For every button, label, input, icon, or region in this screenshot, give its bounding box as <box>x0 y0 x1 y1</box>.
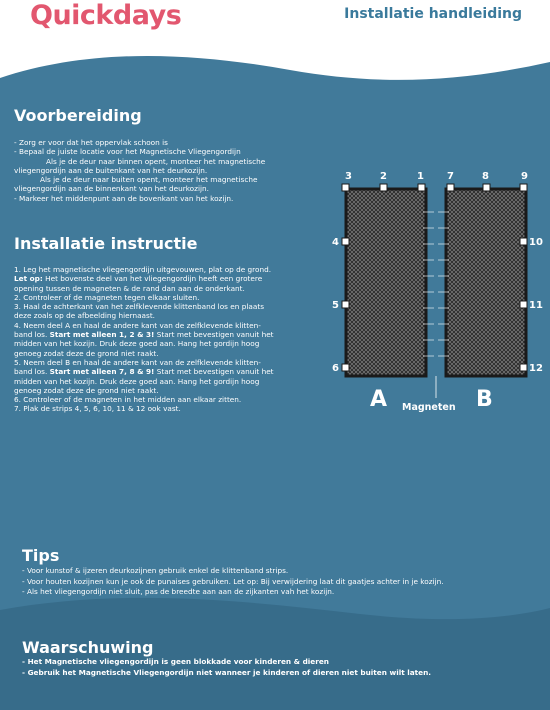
instructie-emphasis: Start met alleen 7, 8 & 9! <box>49 367 155 377</box>
instructie-line: genoeg zodat deze de grond niet raakt. <box>14 385 159 395</box>
voorbereiding-text <box>14 138 265 203</box>
magneten-label: Magneten <box>402 402 456 413</box>
instructie-heading: Installatie instructie <box>14 234 198 253</box>
brand-logo: Quickdays <box>30 0 182 31</box>
voorbereiding-line: vliegengordijn aan de buitenkant van het deurkozijn. <box>14 165 208 175</box>
strip-10 <box>520 238 527 245</box>
label-strip-5: 5 <box>332 300 339 311</box>
instructie-text <box>14 265 274 414</box>
waarschuwing-line: - Het Magnetische vliegengordijn is geen blokkade voor kinderen & dieren <box>22 657 329 666</box>
instructie-line: Start met bevestigen vanuit het <box>156 367 274 377</box>
voorbereiding-line: Als je de deur naar buiten opent, monteer het magnetische <box>40 175 258 185</box>
installation-diagram <box>330 170 545 415</box>
instructie-line: deze zoals op de afbeelding hiernaast. <box>14 311 156 321</box>
strip-2 <box>380 184 387 191</box>
instructie-line: Het bovenste deel van het vliegengordijn heeft een grotere <box>45 274 263 284</box>
label-strip-12: 12 <box>529 363 543 374</box>
label-strip-2: 2 <box>380 171 387 182</box>
tips-heading: Tips <box>22 546 60 565</box>
voorbereiding-line: - Bepaal de juiste locatie voor het Magnetische Vliegengordijn <box>14 147 241 157</box>
instructie-line: 6. Controleer of de magneten in het midden aan elkaar zitten. <box>14 395 242 405</box>
label-strip-7: 7 <box>447 171 454 182</box>
strip-7 <box>447 184 454 191</box>
instructie-note-label: Let op: <box>14 274 43 284</box>
label-strip-9: 9 <box>521 171 528 182</box>
strip-12 <box>520 364 527 371</box>
strip-6 <box>342 364 349 371</box>
voorbereiding-heading: Voorbereiding <box>14 106 142 125</box>
tips-line: - Voor houten kozijnen kun je ook de punaises gebruiken. Let op: Bij verwijdering laat dit gaatjes achter in je kozijn. <box>22 576 444 586</box>
strip-11 <box>520 301 527 308</box>
instructie-line: band los. <box>14 367 48 377</box>
label-strip-11: 11 <box>529 300 543 311</box>
strip-1 <box>418 184 425 191</box>
tips-line: - Voor kunstof & ijzeren deurkozijnen gebruik enkel de klittenband strips. <box>22 566 289 575</box>
label-strip-1: 1 <box>417 171 424 182</box>
curtain-panel-a <box>346 189 426 376</box>
instructie-line: 4. Neem deel A en haal de andere kant van de zelfklevende klitten- <box>14 320 261 330</box>
label-strip-6: 6 <box>332 363 339 374</box>
strip-4 <box>342 238 349 245</box>
panel-a-label: A <box>370 387 388 412</box>
voorbereiding-line: Als je de deur naar binnen opent, monteer het magnetische <box>46 156 266 166</box>
instructie-line: Start met bevestigen vanuit het <box>156 330 274 340</box>
label-strip-8: 8 <box>482 171 489 182</box>
instructie-line: 2. Controleer of de magneten tegen elkaar sluiten. <box>14 292 200 302</box>
instructie-line: genoeg zodat deze de grond niet raakt. <box>14 348 159 358</box>
tips-text <box>22 566 444 598</box>
waarschuwing-text <box>22 657 431 678</box>
strip-9 <box>520 184 527 191</box>
instructie-line: 1. Leg het magnetische vliegengordijn uitgevouwen, plat op de grond. <box>14 265 272 274</box>
voorbereiding-line: - Zorg er voor dat het oppervlak schoon is <box>14 138 168 147</box>
instructie-line: midden van het kozijn. Druk deze goed aan. Hang het gordijn hoog <box>14 376 260 386</box>
instructie-line: 7. Plak de strips 4, 5, 6, 10, 11 & 12 ook vast. <box>14 404 181 414</box>
voorbereiding-line: vliegengordijn aan de binnenkant van het deurkozijn. <box>14 184 209 194</box>
voorbereiding-line: - Markeer het middenpunt aan de bovenkant van het kozijn. <box>14 193 234 203</box>
strip-3 <box>342 184 349 191</box>
tips-line: - Als het vliegengordijn niet sluit, pas de breedte aan aan de zijkanten vah het kozijn. <box>22 587 335 596</box>
label-strip-3: 3 <box>345 171 352 182</box>
instructie-line: midden van het kozijn. Druk deze goed aan. Hang het gordijn hoog <box>14 339 260 349</box>
waarschuwing-heading: Waarschuwing <box>22 638 154 657</box>
curtain-panel-b <box>446 189 526 376</box>
label-strip-10: 10 <box>529 237 543 248</box>
strip-5 <box>342 301 349 308</box>
instructie-line: 3. Haal de achterkant van het zelfklevende klittenband los en plaats <box>14 302 264 312</box>
label-strip-4: 4 <box>332 237 339 248</box>
instructie-line: 5. Neem deel B en haal de andere kant van de zelfklevende klitten- <box>14 357 261 367</box>
instructie-line: band los. <box>14 330 48 340</box>
document-title: Installatie handleiding <box>344 6 522 22</box>
waarschuwing-line: - Gebruik het Magnetische Vliegengordijn niet wanneer je kinderen of dieren niet buiten wilt laten. <box>22 667 432 677</box>
strip-8 <box>483 184 490 191</box>
instructie-line: opening tussen de magneten & de rand dan aan de onderkant. <box>14 283 245 293</box>
panel-b-label: B <box>476 387 493 412</box>
instructie-emphasis: Start met alleen 1, 2 & 3! <box>49 330 155 340</box>
